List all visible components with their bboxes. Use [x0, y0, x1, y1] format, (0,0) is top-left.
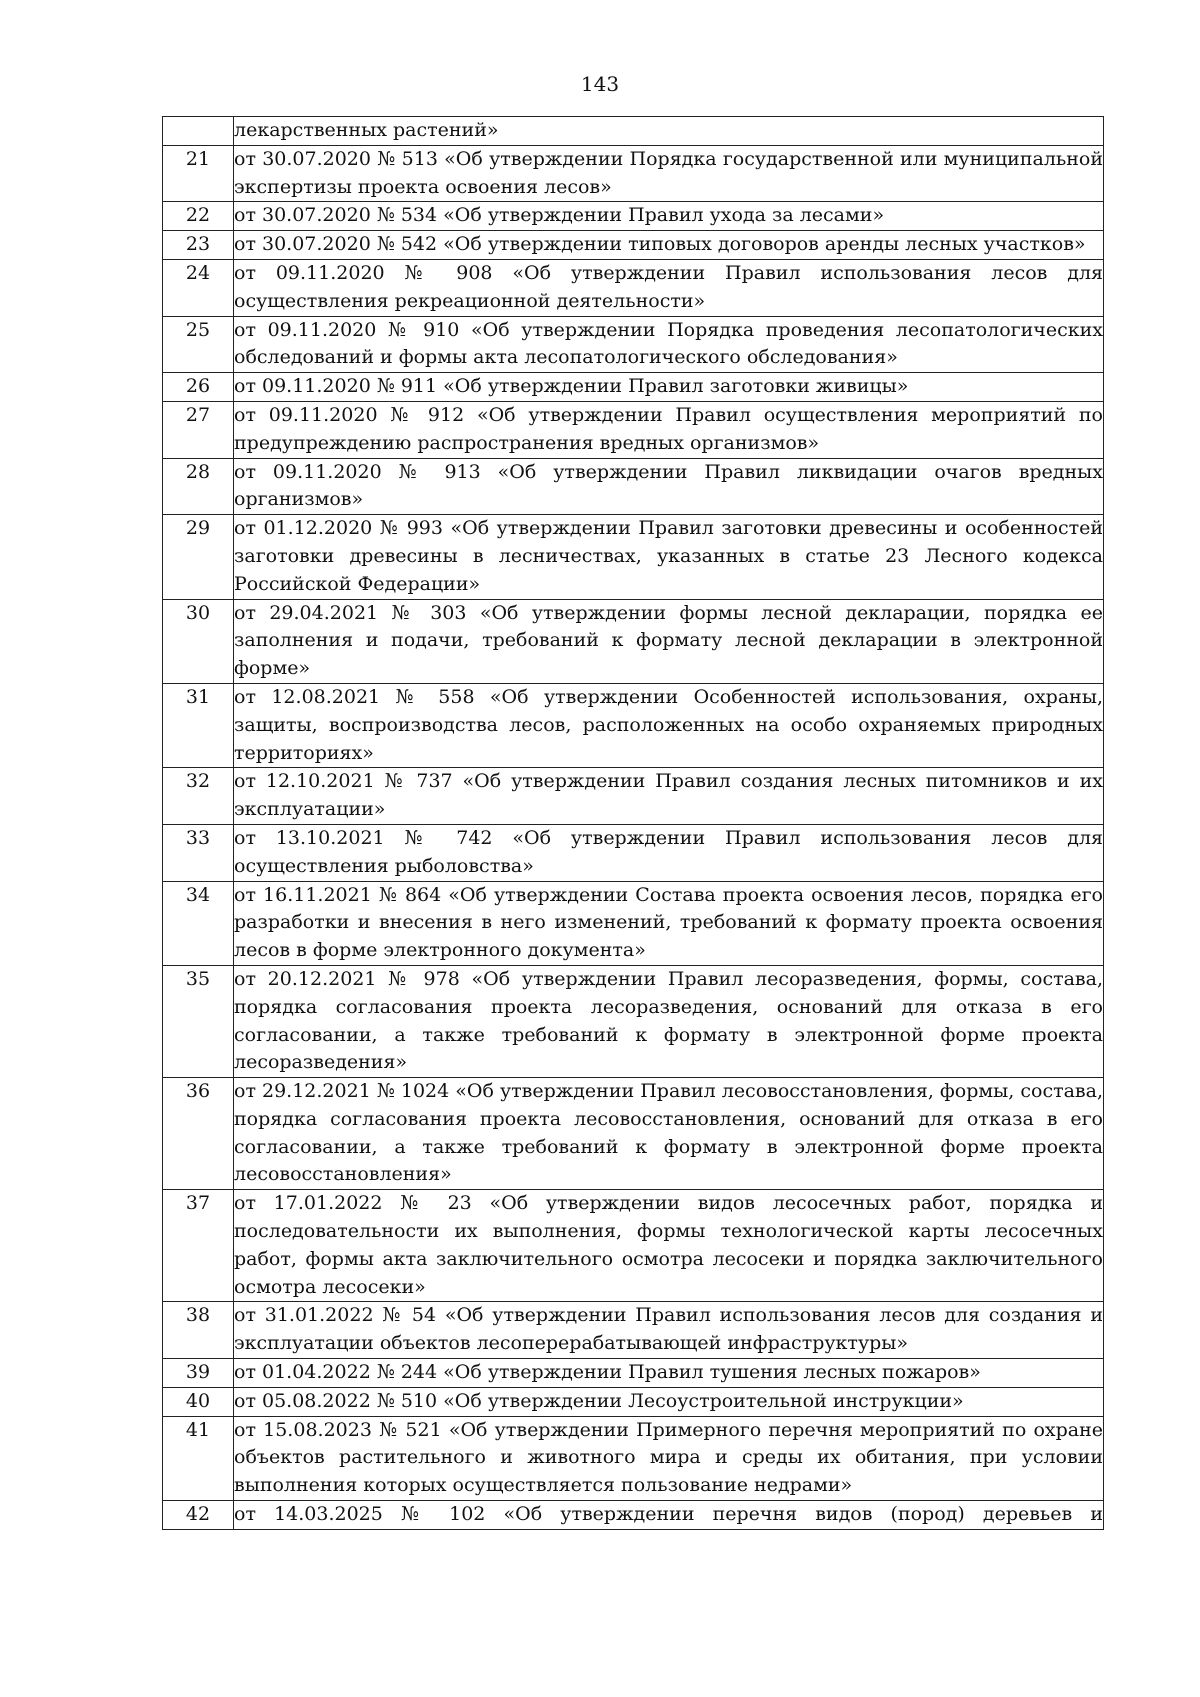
table-row — [163, 316, 1104, 373]
row-text: от 30.07.2020 № 513 «Об утверждении Порядка государственной или муниципальной экспертизы проекта освоения лесов» — [234, 145, 1104, 202]
table-row — [163, 231, 1104, 260]
row-text: от 13.10.2021 № 742 «Об утверждении Правил использования лесов для осуществления рыболовства» — [234, 824, 1104, 881]
table-body — [163, 117, 1104, 1530]
row-text: от 30.07.2020 № 534 «Об утверждении Правил ухода за лесами» — [234, 202, 1104, 231]
row-number: 33 — [163, 824, 234, 881]
row-text: от 09.11.2020 № 912 «Об утверждении Правил осуществления мероприятий по предупреждению распространения вредных организмов» — [234, 401, 1104, 458]
row-text: от 01.12.2020 № 993 «Об утверждении Правил заготовки древесины и особенностей заготовки древесины в лесничествах, указанных в статье 23 Лесного кодекса Российской Федерации» — [234, 515, 1104, 599]
row-text: от 30.07.2020 № 542 «Об утверждении типовых договоров аренды лесных участков» — [234, 231, 1104, 260]
row-number: 34 — [163, 881, 234, 965]
table-row — [163, 1078, 1104, 1190]
table-row — [163, 599, 1104, 683]
row-number: 22 — [163, 202, 234, 231]
table-row — [163, 1190, 1104, 1302]
table-row — [163, 515, 1104, 599]
table-row — [163, 259, 1104, 316]
table-row — [163, 768, 1104, 825]
row-text: от 15.08.2023 № 521 «Об утверждении Примерного перечня мероприятий по охране объектов растительного и животного мира и среды их обитания, при условии выполнения которых осуществляется пользование недрами» — [234, 1416, 1104, 1500]
row-text: от 29.04.2021 № 303 «Об утверждении формы лесной декларации, порядка ее заполнения и подачи, требований к формату лесной декларации в электронной форме» — [234, 599, 1104, 683]
table-row — [163, 1359, 1104, 1388]
row-number: 25 — [163, 316, 234, 373]
table-row — [163, 1416, 1104, 1500]
row-text: от 31.01.2022 № 54 «Об утверждении Правил использования лесов для создания и эксплуатации объектов лесоперерабатывающей инфраструктуры» — [234, 1302, 1104, 1359]
row-number — [163, 117, 234, 146]
row-number: 29 — [163, 515, 234, 599]
table-row — [163, 117, 1104, 146]
table-row — [163, 1501, 1104, 1530]
row-number: 40 — [163, 1387, 234, 1416]
table-row — [163, 881, 1104, 965]
row-number: 26 — [163, 373, 234, 402]
row-number: 28 — [163, 458, 234, 515]
row-text: от 20.12.2021 № 978 «Об утверждении Правил лесоразведения, формы, состава, порядка согласования проекта лесоразведения, оснований для отказа в его согласовании, а также требований к формату в электронной форме проекта лесоразведения» — [234, 965, 1104, 1077]
row-text: от 01.04.2022 № 244 «Об утверждении Правил тушения лесных пожаров» — [234, 1359, 1104, 1388]
row-number: 41 — [163, 1416, 234, 1500]
table-row — [163, 683, 1104, 767]
row-text: от 14.03.2025 № 102 «Об утверждении перечня видов (пород) деревьев и — [234, 1501, 1104, 1530]
row-text: от 17.01.2022 № 23 «Об утверждении видов лесосечных работ, порядка и последовательности их выполнения, формы технологической карты лесосечных работ, формы акта заключительного осмотра лесосеки и порядка заключительного осмотра лесосеки» — [234, 1190, 1104, 1302]
row-number: 37 — [163, 1190, 234, 1302]
row-number: 21 — [163, 145, 234, 202]
row-number: 31 — [163, 683, 234, 767]
row-text: от 09.11.2020 № 911 «Об утверждении Правил заготовки живицы» — [234, 373, 1104, 402]
row-number: 24 — [163, 259, 234, 316]
row-text: от 12.08.2021 № 558 «Об утверждении Особенностей использования, охраны, защиты, воспроизводства лесов, расположенных на особо охраняемых природных территориях» — [234, 683, 1104, 767]
row-number: 39 — [163, 1359, 234, 1388]
row-number: 38 — [163, 1302, 234, 1359]
legal-acts-table — [162, 116, 1104, 1530]
table-row — [163, 202, 1104, 231]
row-text: от 05.08.2022 № 510 «Об утверждении Лесоустроительной инструкции» — [234, 1387, 1104, 1416]
row-number: 30 — [163, 599, 234, 683]
row-number: 36 — [163, 1078, 234, 1190]
row-number: 23 — [163, 231, 234, 260]
row-number: 42 — [163, 1501, 234, 1530]
row-text: от 09.11.2020 № 910 «Об утверждении Порядка проведения лесопатологических обследований и формы акта лесопатологического обследования» — [234, 316, 1104, 373]
table-row — [163, 373, 1104, 402]
row-text: лекарственных растений» — [234, 117, 1104, 146]
page-number: 143 — [580, 72, 620, 96]
row-text: от 09.11.2020 № 913 «Об утверждении Правил ликвидации очагов вредных организмов» — [234, 458, 1104, 515]
row-text: от 29.12.2021 № 1024 «Об утверждении Правил лесовосстановления, формы, состава, порядка согласования проекта лесовосстановления, оснований для отказа в его согласовании, а также требований к формату в электронной форме проекта лесовосстановления» — [234, 1078, 1104, 1190]
row-text: от 09.11.2020 № 908 «Об утверждении Правил использования лесов для осуществления рекреационной деятельности» — [234, 259, 1104, 316]
row-number: 32 — [163, 768, 234, 825]
row-number: 35 — [163, 965, 234, 1077]
table-row — [163, 458, 1104, 515]
row-text: от 16.11.2021 № 864 «Об утверждении Состава проекта освоения лесов, порядка его разработки и внесения в него изменений, требований к формату проекта освоения лесов в форме электронного документа» — [234, 881, 1104, 965]
table-row — [163, 1387, 1104, 1416]
row-number: 27 — [163, 401, 234, 458]
table-row — [163, 965, 1104, 1077]
table-row — [163, 145, 1104, 202]
row-text: от 12.10.2021 № 737 «Об утверждении Правил создания лесных питомников и их эксплуатации» — [234, 768, 1104, 825]
table-row — [163, 1302, 1104, 1359]
table-row — [163, 401, 1104, 458]
table-row — [163, 824, 1104, 881]
